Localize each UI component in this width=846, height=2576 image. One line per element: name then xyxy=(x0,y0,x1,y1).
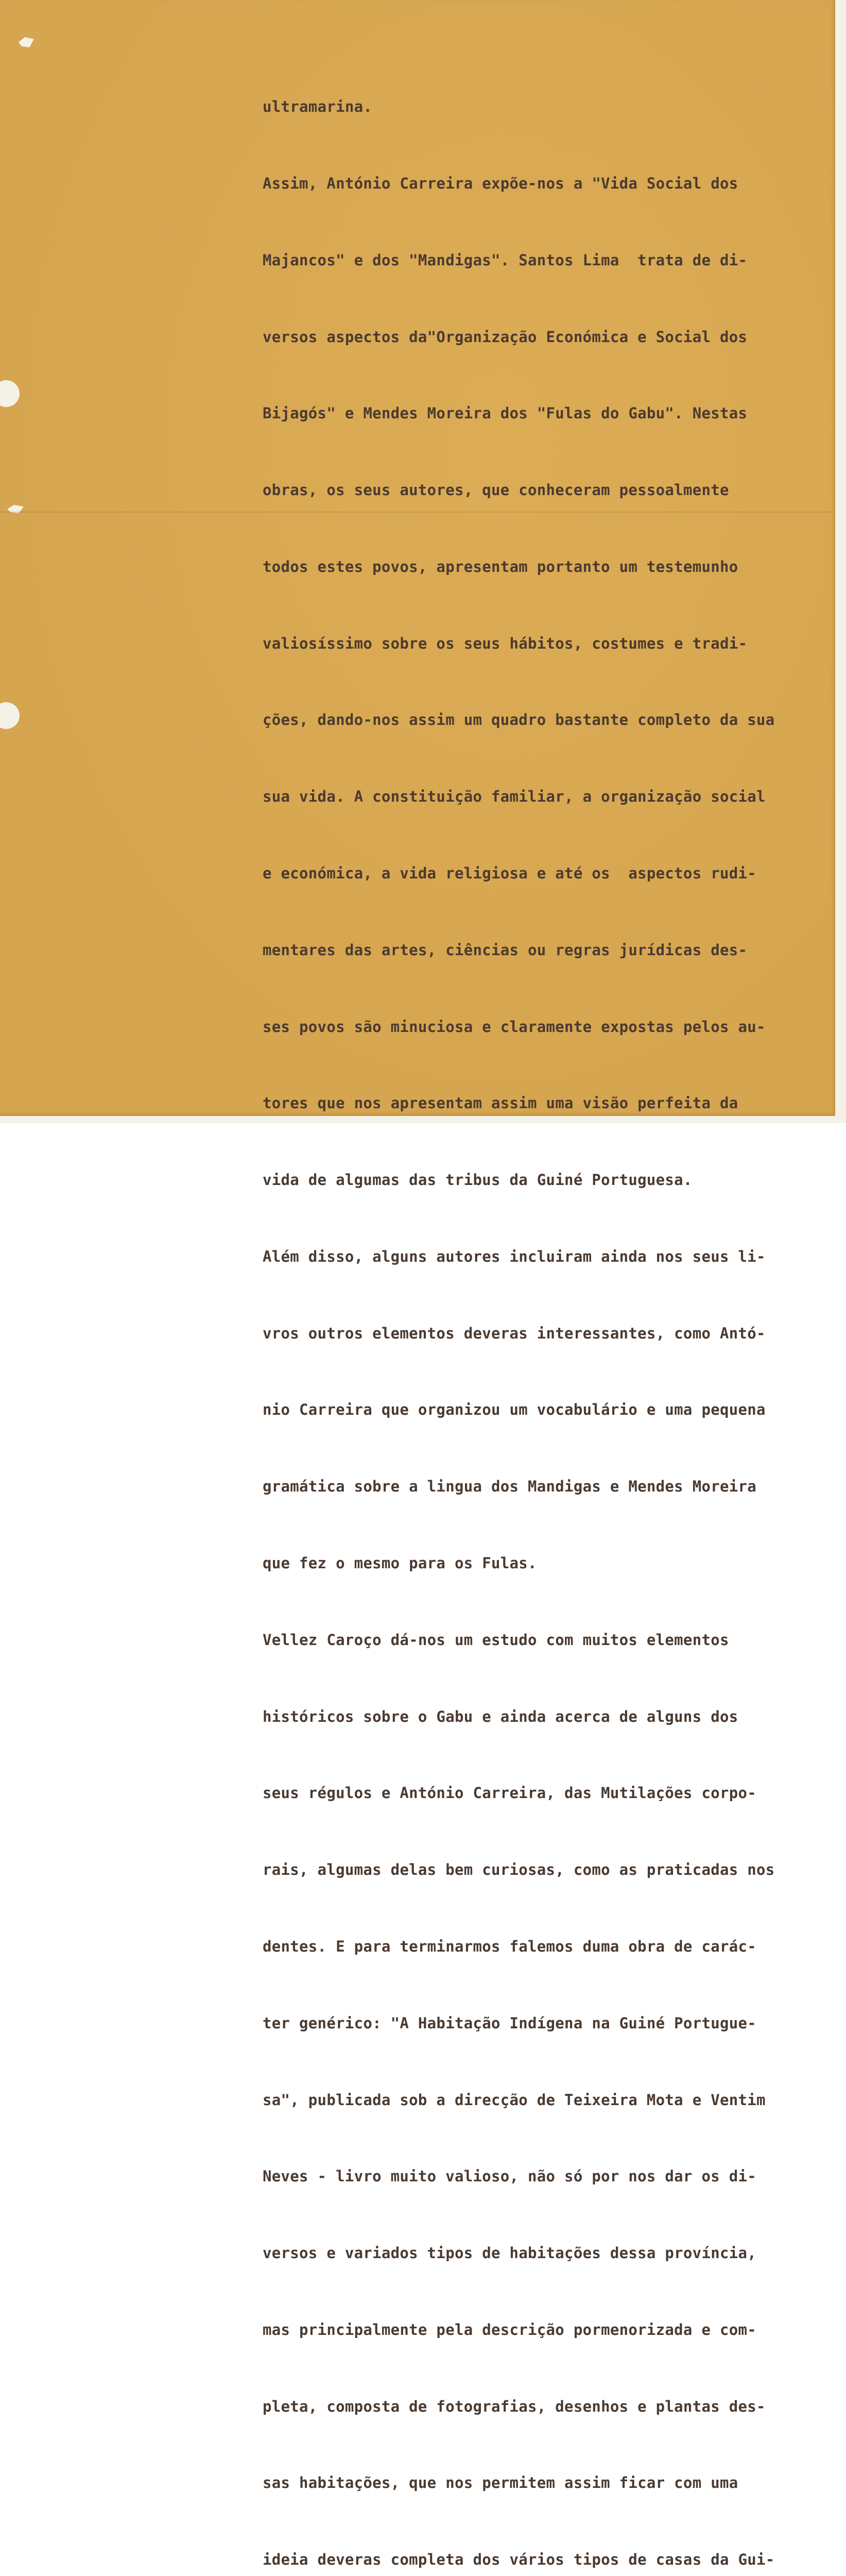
text-line: ses povos são minuciosa e claramente expostas pelos au- xyxy=(263,1018,766,1036)
text-line: Bijagós" e Mendes Moreira dos "Fulas do Gabu". Nestas xyxy=(263,404,748,422)
text-line: Neves - livro muito valioso, não só por nos dar os di- xyxy=(263,2167,757,2185)
text-line: e económica, a vida religiosa e até os aspectos rudi- xyxy=(263,865,757,882)
paper-tear-mark xyxy=(19,37,34,47)
punch-hole xyxy=(0,380,20,407)
text-line: versos e variados tipos de habitações dessa província, xyxy=(263,2244,757,2262)
text-line: todos estes povos, apresentam portanto um testemunho xyxy=(263,557,738,575)
text-line: nio Carreira que organizou um vocabulário e uma pequena xyxy=(263,1401,766,1419)
text-line: rais, algumas delas bem curiosas, como as praticadas nos xyxy=(263,1861,775,1879)
text-line: ter genérico: "A Habitação Indígena na Guiné Portugue- xyxy=(263,2014,757,2032)
text-line: que fez o mesmo para os Fulas. xyxy=(263,1554,537,1572)
text-line: históricos sobre o Gabu e ainda acerca de alguns dos xyxy=(263,1707,738,1725)
text-line: obras, os seus autores, que conheceram pessoalmente xyxy=(263,481,729,499)
text-line: vros outros elementos deveras interessantes, como Antó- xyxy=(263,1324,766,1342)
text-line: Além disso, alguns autores incluiram ainda nos seus li- xyxy=(263,1247,766,1265)
text-line: pleta, composta de fotografias, desenhos e plantas des- xyxy=(263,2397,766,2415)
punch-hole xyxy=(0,702,20,729)
text-line: Majancos" e dos "Mandigas". Santos Lima trata de di- xyxy=(263,251,748,269)
typewritten-text-block xyxy=(263,43,839,2576)
text-line: ultramarina. xyxy=(263,98,373,116)
text-line: vida de algumas das tribus da Guiné Portuguesa. xyxy=(263,1171,693,1189)
text-line: mentares das artes, ciências ou regras jurídicas des- xyxy=(263,941,748,959)
text-line: tores que nos apresentam assim uma visão perfeita da xyxy=(263,1094,738,1112)
text-line: Vellez Caroço dá-nos um estudo com muitos elementos xyxy=(263,1631,729,1649)
text-line: ideia deveras completa dos vários tipos de casas da Gui- xyxy=(263,2551,775,2569)
text-line: sas habitações, que nos permitem assim ficar com uma xyxy=(263,2474,738,2492)
text-line: valiosíssimo sobre os seus hábitos, costumes e tradi- xyxy=(263,634,748,652)
text-line: seus régulos e António Carreira, das Mutilações corpo- xyxy=(263,1784,757,1802)
text-line: gramática sobre a lingua dos Mandigas e Mendes Moreira xyxy=(263,1478,757,1496)
text-line: sua vida. A constituição familiar, a organização social xyxy=(263,788,766,806)
text-line: versos aspectos da"Organização Económica e Social dos xyxy=(263,328,748,346)
text-line: ções, dando-nos assim um quadro bastante completo da sua xyxy=(263,711,775,729)
text-line: dentes. E para terminarmos falemos duma obra de carác- xyxy=(263,1937,757,1955)
text-line: Assim, António Carreira expõe-nos a "Vida Social dos xyxy=(263,174,738,192)
text-line: sa", publicada sob a direcção de Teixeira Mota e Ventim xyxy=(263,2091,766,2109)
text-line: mas principalmente pela descrição pormenorizada e com- xyxy=(263,2320,757,2338)
